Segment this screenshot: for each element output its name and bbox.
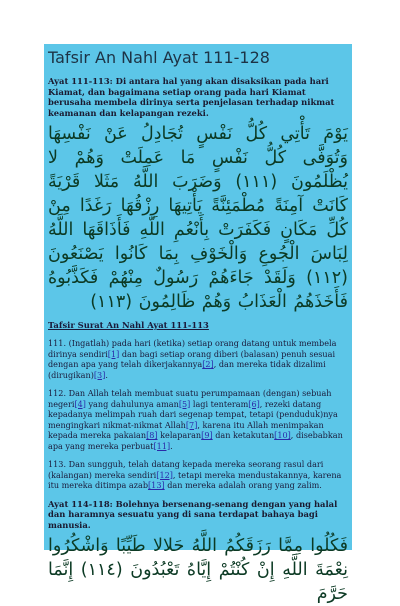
tafsir-verse-111 xyxy=(48,338,348,380)
footnote-link-7[interactable]: [7] xyxy=(185,419,198,430)
page-title: Tafsir An Nahl Ayat 111-128 xyxy=(48,48,270,67)
footnote-link-11[interactable]: [11] xyxy=(153,440,171,451)
footnote-link-9[interactable]: [9] xyxy=(201,430,213,440)
footnote-link-13[interactable]: [13] xyxy=(148,480,165,490)
text: , disebabkan apa yang mereka perbuat xyxy=(48,430,343,451)
text: lagi tenteram xyxy=(190,398,249,409)
tafsir-verse-112 xyxy=(48,388,348,451)
text: . xyxy=(170,440,173,451)
text: 111. (Ingatlah) pada hari (ketika) setiap orang datang untuk membela dirinya sendiri xyxy=(48,338,337,359)
text: dan mereka adalah orang yang zalim. xyxy=(164,480,322,490)
article-panel xyxy=(44,44,352,604)
text: . xyxy=(105,369,108,380)
text: , karena itu Allah menimpakan kepada mereka pakaian xyxy=(48,419,324,440)
text: 112. Dan Allah telah membuat suatu perumpamaan (dengan) sebuah negeri xyxy=(48,388,332,409)
text: dan bagi setiap orang diberi (balasan) penuh sesuai dengan apa yang telah dikerjakannya xyxy=(48,348,336,369)
text: , tetapi mereka mendustakannya, karena itu mereka ditimpa azab xyxy=(48,469,342,490)
footnote-link-8[interactable]: [8] xyxy=(146,430,158,440)
footnote-link-6[interactable]: [6] xyxy=(248,398,260,409)
section-summary-114-118: Ayat 114-118: Bolehnya bersenang-senang dengan yang halal dan haramnya sesuatu yang di sana terdapat bahaya bagi manusia. xyxy=(48,498,338,530)
section-summary-111-113: Ayat 111-113: Di antara hal yang akan disaksikan pada hari Kiamat, dan bagaimana setiap orang pada hari Kiamat berusaha membela dirinya serta penjelasan terhadap nikmat keamanan dan kelapangan rezeki. xyxy=(48,76,335,118)
text: 113. Dan sungguh, telah datang kepada mereka seorang rasul dari (kalangan) mereka sendiri xyxy=(48,459,324,480)
text: kelaparan xyxy=(157,430,202,440)
text: , dan mereka tidak dizalimi (dirugikan) xyxy=(48,359,326,380)
footnote-link-3[interactable]: [3] xyxy=(93,369,106,380)
arabic-verses-111-113: يَوْمَ تَأْتِي كُلُّ نَفْسٍ تُجَادِلُ عَنْ نَفْسِهَا وَتُوَفَّى كُلُّ نَفْسٍ مَا عَمِلَتْ وَهُمْ لا يُظْلَمُونَ (١١١) وَضَرَبَ اللَّهُ مَثَلا قَرْيَةً كَانَتْ آمِنَةً مُطْمَئِنَّةً يَأْتِيهَا رِزْقُهَا رَغَدًا مِنْ كُلِّ مَكَانٍ فَكَفَرَتْ بِأَنْعُمِ اللَّهِ فَأَذَاقَهَا اللَّهُ لِبَاسَ الْجُوعِ وَالْخَوْفِ بِمَا كَانُوا يَصْنَعُونَ (١١٢) وَلَقَدْ جَاءَهُمْ رَسُولٌ مِنْهُمْ فَكَذَّبُوهُ فَأَخَذَهُمُ الْعَذَابُ وَهُمْ ظَالِمُونَ (١١٣) xyxy=(48,124,349,312)
footnote-link-2[interactable]: [2] xyxy=(202,359,214,369)
tafsir-verse-113 xyxy=(48,459,348,491)
arabic-verses-114: فَكُلُوا مِمَّا رَزَقَكُمُ اللَّهُ حَلالا طَيِّبًا وَاشْكُرُوا نِعْمَةَ اللَّهِ إِنْ كُنْتُمْ إِيَّاهُ تَعْبُدُونَ (١١٤) إِنَّمَا حَرَّمَ xyxy=(48,536,348,604)
footnote-link-1[interactable]: [1] xyxy=(107,348,120,359)
tafsir-heading: Tafsir Surat An Nahl Ayat 111-113 xyxy=(48,320,209,330)
footnote-link-10[interactable]: [10] xyxy=(274,430,291,440)
text: , rezeki datang kepadanya melimpah ruah dari segenap tempat, tetapi (penduduk)nya mengingkari nikmat-nikmat Allah xyxy=(48,398,338,430)
text: yang dahulunya aman xyxy=(85,398,179,409)
footnote-link-4[interactable]: [4] xyxy=(74,398,86,409)
text: dan ketakutan xyxy=(212,430,275,440)
footnote-link-12[interactable]: [12] xyxy=(156,469,173,480)
footnote-link-5[interactable]: [5] xyxy=(178,398,191,409)
